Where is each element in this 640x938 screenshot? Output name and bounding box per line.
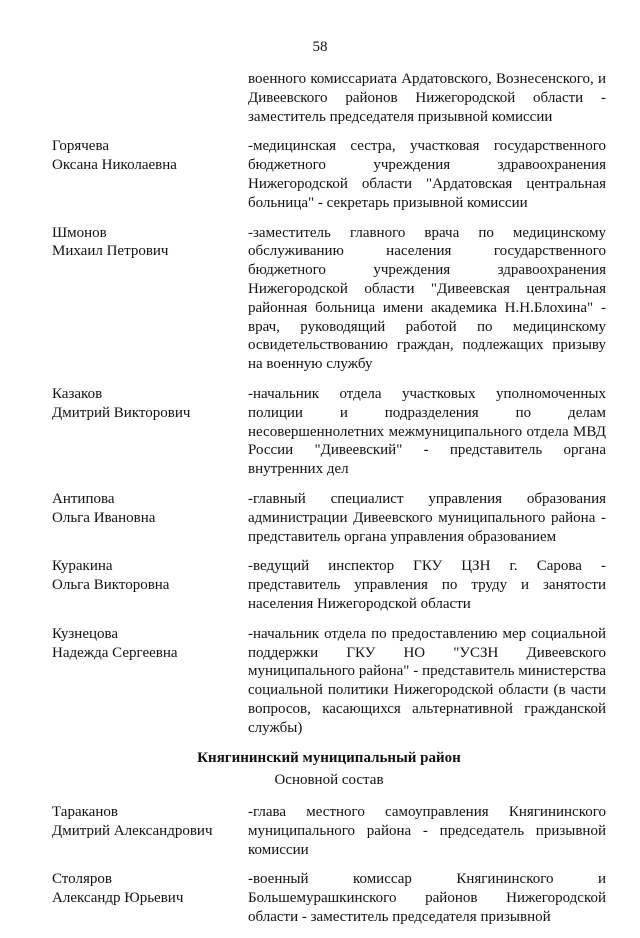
- member-name: [52, 137, 248, 212]
- member-given-names: Александр Юрьевич: [52, 890, 184, 907]
- member-surname: Столяров: [52, 871, 112, 888]
- member-name: [52, 870, 248, 926]
- member-kurakina: [52, 557, 606, 613]
- member-given-names: Ольга Ивановна: [52, 509, 156, 526]
- member-surname: Тараканов: [52, 804, 118, 821]
- member-surname: Шмонов: [52, 224, 107, 241]
- member-name: [52, 490, 248, 546]
- member-role: -начальник отдела участковых уполномоченных полиции и подразделения по делам несовершеннолетних межмуниципального отдела МВД России "Дивеевский" - представитель органа внутренних дел: [248, 385, 606, 478]
- member-antipova: [52, 490, 606, 546]
- member-name: [52, 224, 248, 374]
- member-goryacheva: [52, 137, 606, 212]
- member-given-names: Ольга Викторовна: [52, 577, 170, 594]
- member-name: [52, 803, 248, 859]
- section-title: Княгининский муниципальный район: [197, 749, 461, 766]
- member-name: [52, 385, 248, 479]
- member-surname: Кузнецова: [52, 625, 119, 642]
- member-role: -главный специалист управления образования администрации Дивеевского муниципального района - представитель органа управления образованием: [248, 490, 606, 545]
- member-role: -заместитель главного врача по медицинскому обслуживанию населения государственного бюджетного учреждения здравоохранения Нижегородской области "Дивеевская центральная районная больница имени академика Н.Н.Блохина" - врач, руководящий работой по медицинскому освидетельствованию граждан, подлежащих призыву на военную службу: [248, 224, 606, 373]
- member-shmonov: [52, 224, 606, 374]
- member-surname: Антипова: [52, 490, 115, 507]
- member-name: [52, 557, 248, 613]
- member-name: [52, 625, 248, 738]
- member-given-names: Дмитрий Александрович: [52, 822, 213, 839]
- member-role: -медицинская сестра, участковая государственного бюджетного учреждения здравоохранения Нижегородской области "Ардатовская центральная больница" - секретарь призывной комиссии: [248, 138, 606, 211]
- commission-list: [52, 70, 606, 938]
- member-stolyarov: [52, 870, 606, 926]
- member-tarakanov: [52, 803, 606, 859]
- member-surname: Куракина: [52, 558, 113, 575]
- member-given-names: Михаил Петрович: [52, 243, 169, 260]
- member-kazakov: [52, 385, 606, 479]
- member-given-names: Дмитрий Викторович: [52, 404, 191, 421]
- member-role: -глава местного самоуправления Княгининского муниципального района - председатель призывной комиссии: [248, 804, 606, 858]
- member-surname: Горячева: [52, 138, 109, 155]
- member-kuznetsova: [52, 625, 606, 738]
- member-surname: Казаков: [52, 385, 103, 402]
- member-role: -ведущий инспектор ГКУ ЦЗН г. Сарова - представитель управления по труду и занятости населения Нижегородской области: [248, 558, 606, 612]
- intro-entry: [52, 70, 606, 126]
- member-given-names: Надежда Сергеевна: [52, 644, 178, 661]
- page-number: 58: [312, 39, 328, 55]
- member-given-names: Оксана Николаевна: [52, 157, 177, 174]
- member-role: -военный комиссар Княгининского и Большемурашкинского районов Нижегородской области - заместитель председателя призывной: [248, 871, 606, 926]
- section-subtitle: Основной состав: [274, 772, 384, 789]
- member-role: -начальник отдела по предоставлению мер социальной поддержки ГКУ НО "УСЗН Дивеевского муниципального района" - представитель министерства социальной политики Нижегородской области (в части вопросов, касающихся альтернативной гражданской службы): [248, 625, 606, 736]
- intro-role-text: военного комиссариата Ардатовского, Вознесенского, и Дивеевского районов Нижегородской области - заместитель председателя призывной комиссии: [248, 71, 606, 125]
- intro-name-column: [52, 70, 248, 126]
